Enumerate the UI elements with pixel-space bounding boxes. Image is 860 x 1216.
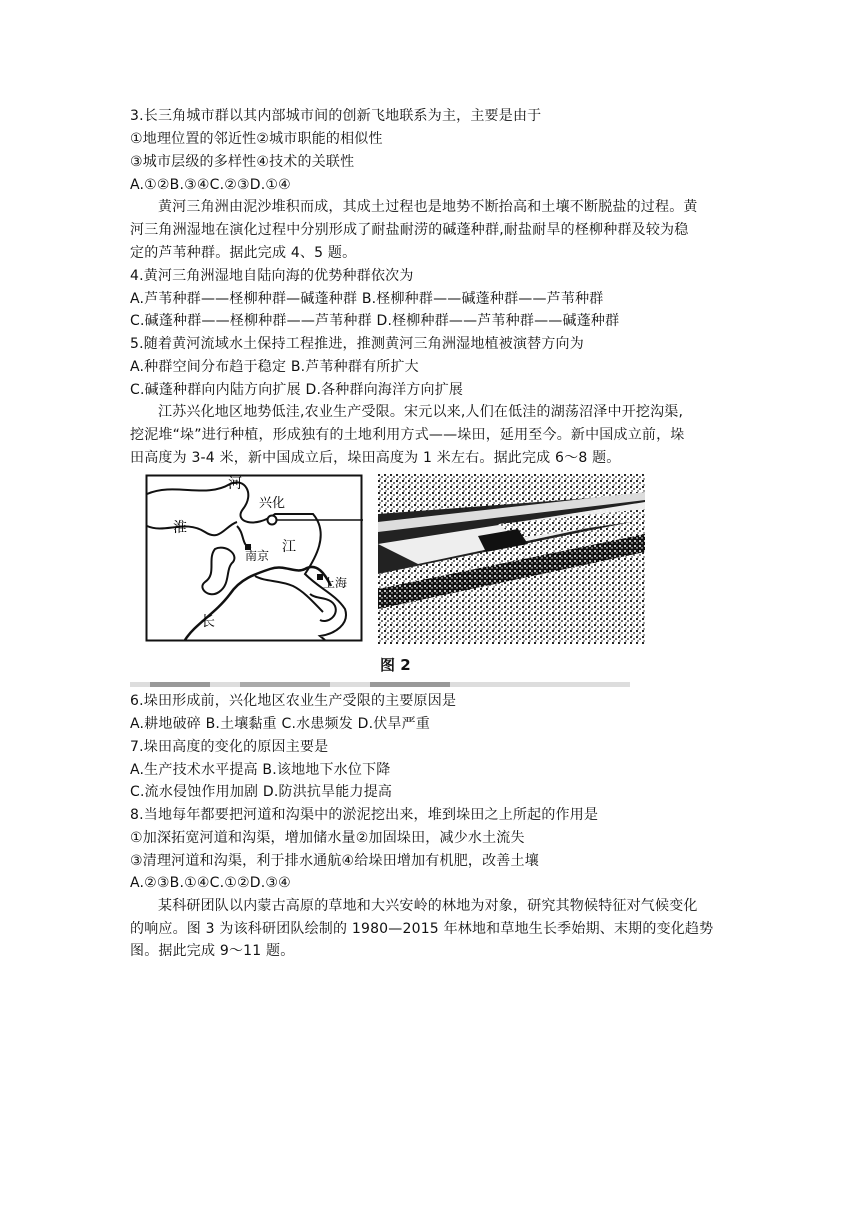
passage-xinghua-line-1: 江苏兴化地区地势低洼,农业生产受限。宋元以来,人们在低洼的湖荡沼泽中开挖沟渠, [158, 404, 684, 420]
q7-stem: 7.垛田高度的变化的原因主要是 [130, 739, 329, 755]
figure-caption: 图 2 [380, 656, 411, 674]
figure-2 [145, 474, 645, 674]
q4-stem: 4.黄河三角洲湿地自陆向海的优势种群依次为 [130, 268, 414, 284]
passage-yellow-river-line-3: 定的芦苇种群。据此完成 4、5 题。 [130, 245, 357, 261]
passage-xinghua-line-3: 田高度为 3-4 米，新中国成立后，垛田高度为 1 米左右。据此完成 6～8 题。 [130, 450, 621, 466]
q7-options-cd: C.流水侵蚀作用加剧 D.防洪抗旱能力提高 [130, 784, 393, 800]
q3-options: A.①②B.③④C.②③D.①④ [130, 177, 291, 193]
map-label-chang: 长 [201, 614, 215, 630]
passage-phenology-line-3: 图。据此完成 9～11 题。 [130, 943, 295, 959]
xinghua-location-map [145, 474, 363, 642]
q7-options-ab: A.生产技术水平提高 B.该地地下水位下降 [130, 762, 391, 778]
q5-options-cd: C.碱蓬种群向内陆方向扩展 D.各种群向海洋方向扩展 [130, 382, 464, 398]
map-label-jiang: 江 [282, 539, 296, 555]
q3-statement-2: ③城市层级的多样性④技术的关联性 [130, 154, 355, 170]
q8-statement-2: ③清理河道和沟渠，利于排水通航④给垛田增加有机肥，改善土壤 [130, 853, 539, 869]
q6-options: A.耕地破碎 B.土壤黏重 C.水患频发 D.伏旱严重 [130, 716, 431, 732]
map-label-huai: 淮 [173, 520, 187, 536]
passage-phenology-line-2: 的响应。图 3 为该科研团队绘制的 1980—2015 年林地和草地生长季始期、末期的变化趋势 [130, 921, 714, 937]
q8-stem: 8.当地每年都要把河道和沟渠中的淤泥挖出来，堆到垛田之上所起的作用是 [130, 807, 599, 823]
passage-yellow-river-line-1: 黄河三角洲由泥沙堆积而成，其成土过程也是地势不断抬高和土壤不断脱盐的过程。黄 [158, 199, 698, 215]
q4-options-cd: C.碱蓬种群——柽柳种群——芦苇种群 D.柽柳种群——芦苇种群——碱蓬种群 [130, 313, 620, 329]
q8-statement-1: ①加深拓宽河道和沟渠，增加储水量②加固垛田，减少水土流失 [130, 830, 525, 846]
map-label-nanjing: 南京 [245, 549, 270, 563]
q3-statement-1: ①地理位置的邻近性②城市职能的相似性 [130, 131, 383, 147]
passage-yellow-river-line-2: 河三角洲湿地在演化过程中分别形成了耐盐耐涝的碱蓬种群,耐盐耐旱的柽柳种群及较为稳 [130, 222, 689, 238]
q3-stem: 3.长三角城市群以其内部城市间的创新飞地联系为主，主要是由于 [130, 108, 542, 124]
map-label-he: 河 [228, 476, 242, 492]
duotian-photo [378, 474, 645, 644]
passage-xinghua-line-2: 挖泥堆“垛”进行种植，形成独有的土地利用方式——垛田，延用至今。新中国成立前，垛 [130, 427, 685, 443]
q5-stem: 5.随着黄河流域水土保持工程推进，推测黄河三角洲湿地植被演替方向为 [130, 336, 584, 352]
cut-off-text-remnant [130, 680, 630, 688]
map-label-shanghai: 上海 [323, 576, 348, 590]
q5-options-ab: A.种群空间分布趋于稳定 B.芦苇种群有所扩大 [130, 359, 419, 375]
passage-phenology-line-1: 某科研团队以内蒙古高原的草地和大兴安岭的林地为对象，研究其物候特征对气候变化 [158, 898, 698, 914]
q8-options: A.②③B.①④C.①②D.③④ [130, 875, 291, 891]
q6-stem: 6.垛田形成前，兴化地区农业生产受限的主要原因是 [130, 693, 457, 709]
q4-options-ab: A.芦苇种群——柽柳种群—碱蓬种群 B.柽柳种群——碱蓬种群——芦苇种群 [130, 291, 604, 307]
map-label-xinghua: 兴化 [259, 496, 286, 511]
